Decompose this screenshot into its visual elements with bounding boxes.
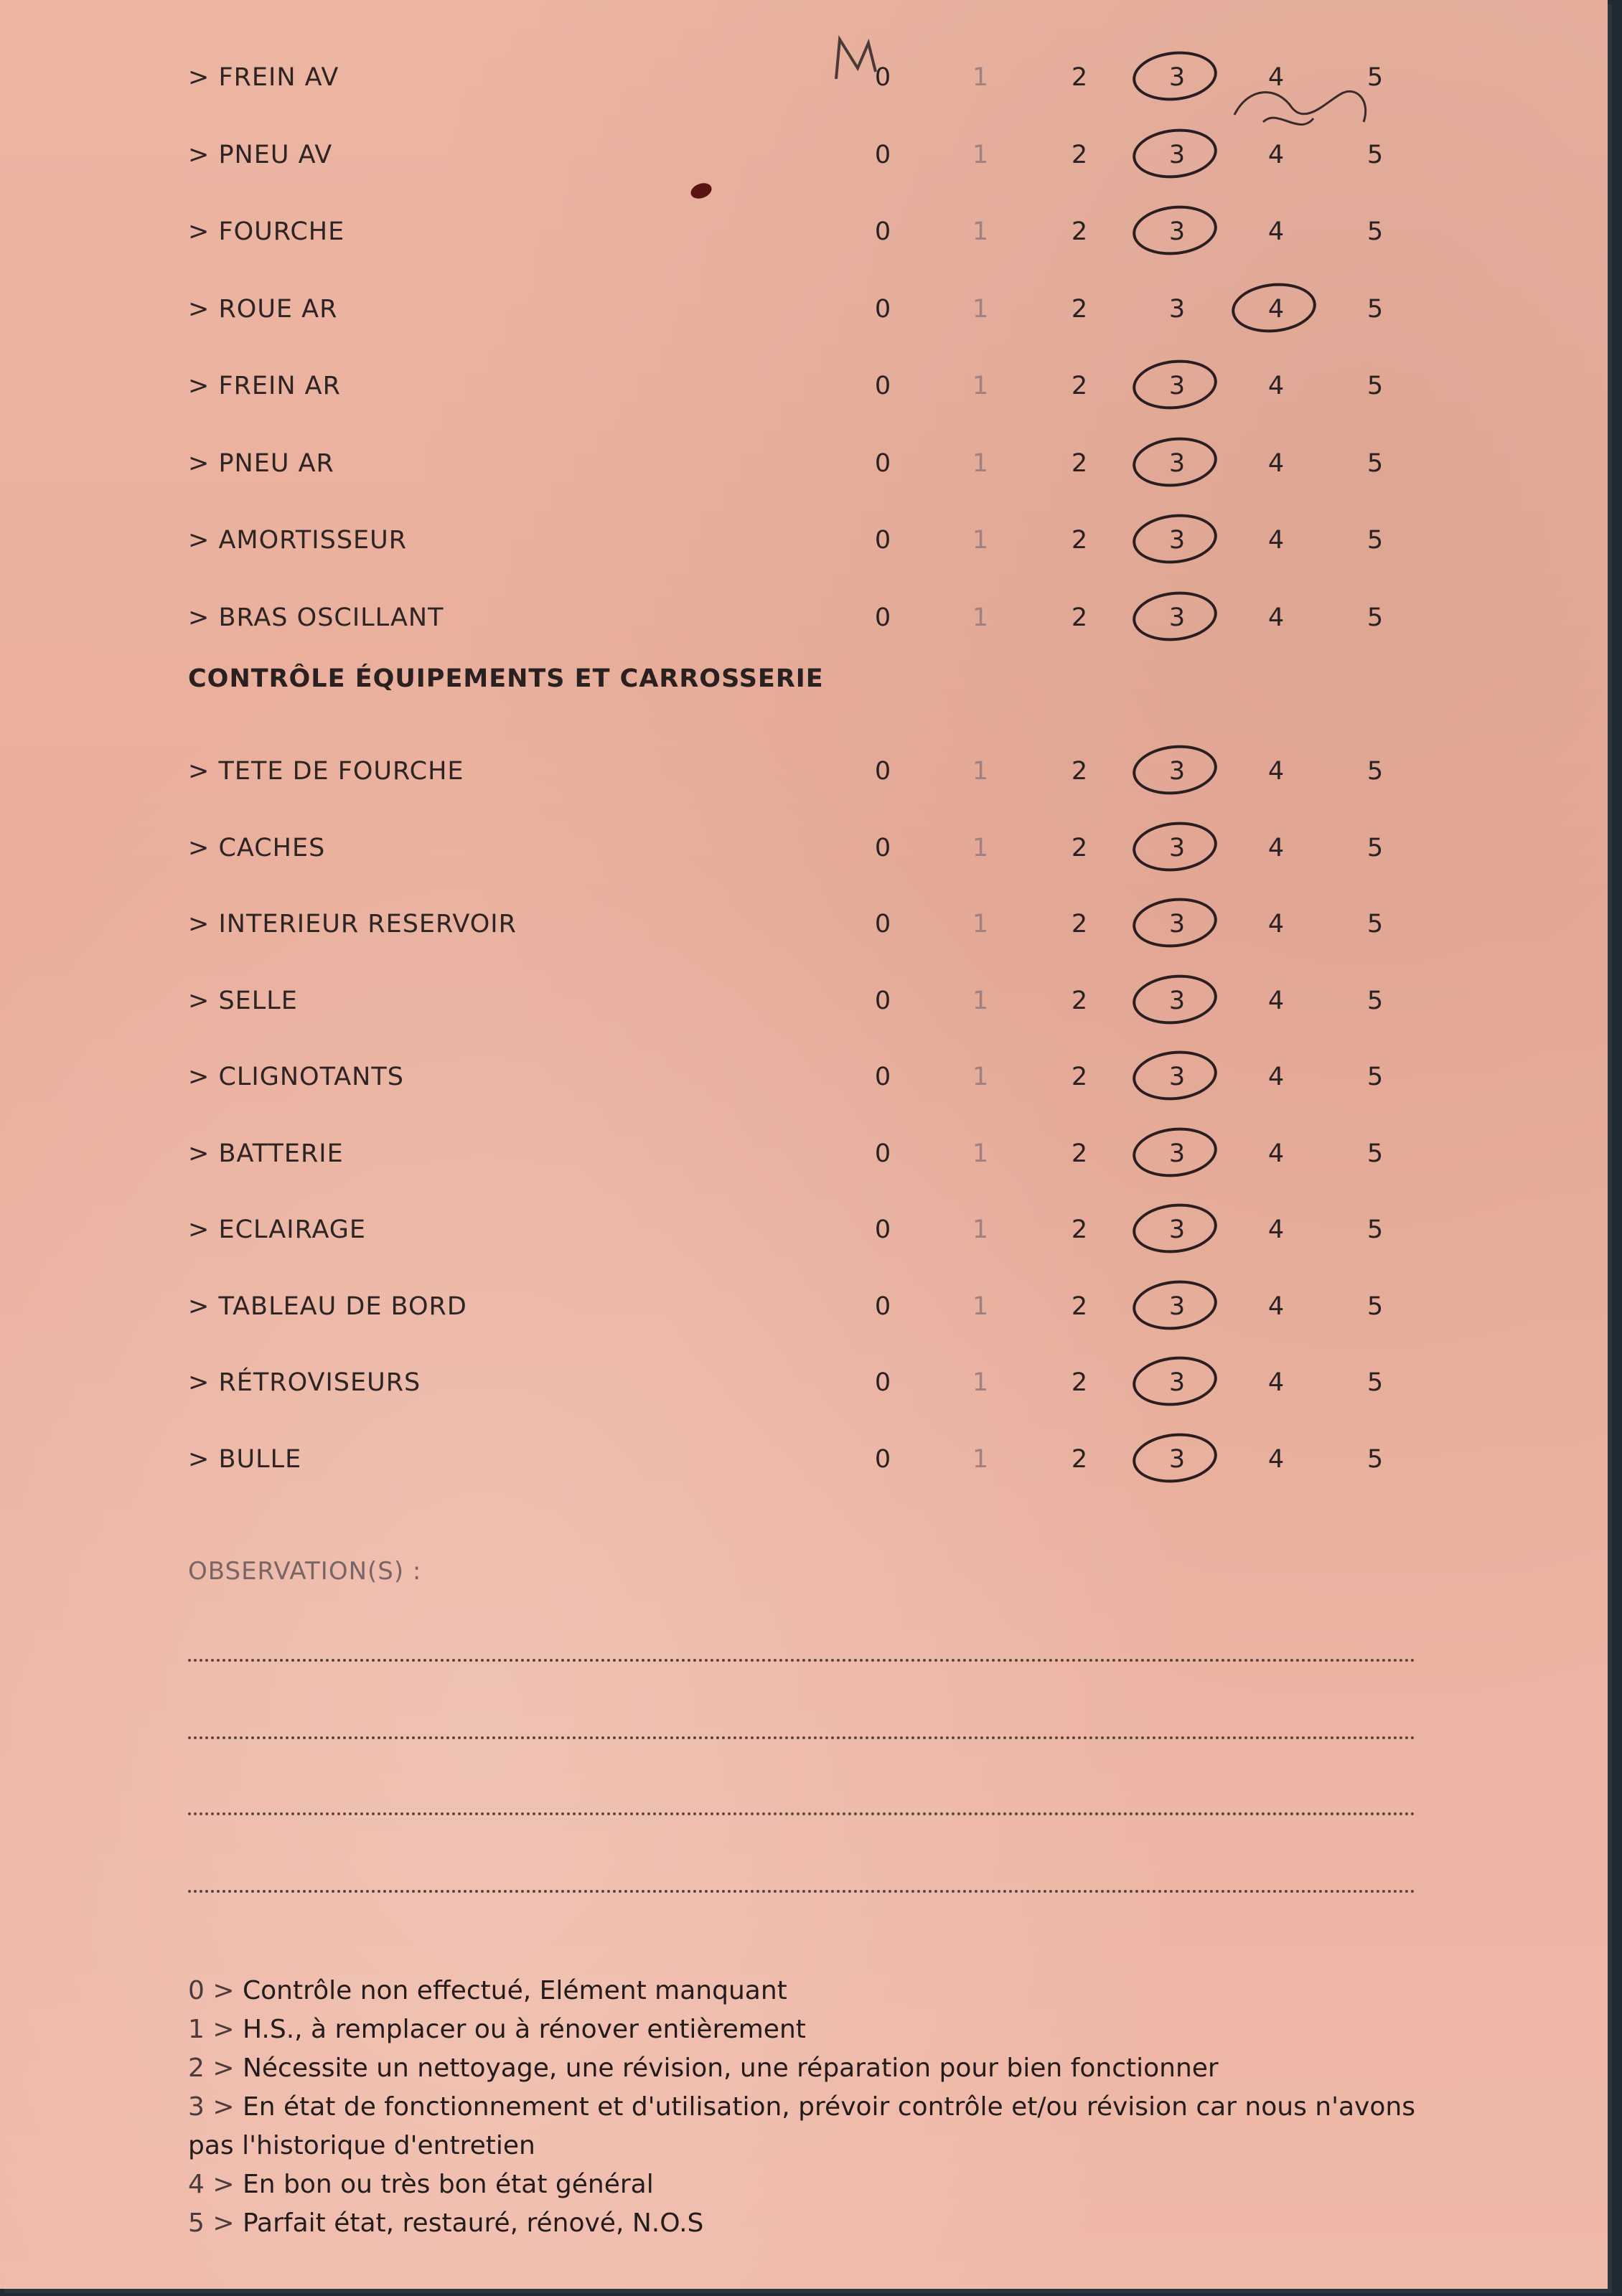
score-option-5[interactable]: 5	[1366, 63, 1384, 92]
score-option-3[interactable]: 3	[1148, 972, 1206, 1030]
score-option-2[interactable]: 2	[1071, 372, 1088, 400]
score-option-5[interactable]: 5	[1366, 1063, 1384, 1091]
checklist-row	[0, 1354, 1608, 1411]
legend-item	[188, 2049, 1451, 2088]
score-option-4[interactable]: 4	[1267, 1063, 1285, 1091]
score-option-2[interactable]: 2	[1071, 1063, 1088, 1091]
checklist-item-label: > SELLE	[188, 986, 298, 1015]
score-option-2[interactable]: 2	[1071, 217, 1088, 246]
score-option-1[interactable]: 1	[972, 372, 989, 400]
checklist-item-label: > FREIN AV	[188, 63, 339, 92]
score-option-5[interactable]: 5	[1366, 603, 1384, 632]
legend-item	[188, 2010, 1451, 2049]
score-option-0[interactable]: 0	[874, 757, 891, 786]
score-option-5[interactable]: 5	[1366, 757, 1384, 786]
observation-line[interactable]	[188, 1659, 1415, 1662]
score-option-3[interactable]: 3	[1148, 203, 1206, 260]
score-option-0[interactable]: 0	[874, 910, 891, 938]
legend-text: En état de fonctionnement et d'utilisation, prévoir contrôle et/ou révision car nous n'avons pas l'historique d'entretien	[188, 2092, 1415, 2160]
score-option-2[interactable]: 2	[1071, 526, 1088, 555]
legend-text: En bon ou très bon état général	[242, 2170, 654, 2199]
score-option-5[interactable]: 5	[1366, 217, 1384, 246]
score-option-5[interactable]: 5	[1366, 1139, 1384, 1168]
checklist-row	[0, 281, 1608, 338]
score-option-3[interactable]: 3	[1148, 512, 1206, 569]
score-option-5[interactable]: 5	[1366, 986, 1384, 1015]
score-option-4[interactable]: 4	[1247, 281, 1305, 338]
score-option-0[interactable]: 0	[874, 63, 891, 92]
score-option-0[interactable]: 0	[874, 1292, 891, 1321]
checklist-item-label: > PNEU AV	[188, 140, 333, 169]
checklist-row	[0, 1201, 1608, 1258]
legend-text: H.S., à remplacer ou à rénover entièrement	[242, 2015, 806, 2044]
score-option-3[interactable]: 3	[1148, 1201, 1206, 1258]
score-option-4[interactable]: 4	[1267, 63, 1285, 92]
score-option-3[interactable]: 3	[1148, 589, 1206, 646]
score-option-3[interactable]: 3	[1148, 1354, 1206, 1411]
score-option-0[interactable]: 0	[874, 217, 891, 246]
checklist-item-label: > TABLEAU DE BORD	[188, 1292, 467, 1321]
checklist-item-label: > CLIGNOTANTS	[188, 1063, 404, 1091]
rating-legend	[188, 1972, 1451, 2243]
score-option-2[interactable]: 2	[1071, 448, 1088, 478]
section-heading: CONTRÔLE ÉQUIPEMENTS ET CARROSSERIE	[188, 664, 824, 693]
score-option-4[interactable]: 4	[1267, 910, 1285, 938]
score-option-2[interactable]: 2	[1071, 63, 1088, 92]
score-option-1[interactable]: 1	[972, 140, 989, 169]
score-option-0[interactable]: 0	[874, 448, 891, 478]
score-option-4[interactable]: 4	[1267, 833, 1285, 862]
legend-item	[188, 2204, 1451, 2243]
observation-line[interactable]	[188, 1890, 1415, 1893]
score-option-4[interactable]: 4	[1267, 757, 1285, 786]
score-option-1[interactable]: 1	[972, 757, 989, 786]
score-option-0[interactable]: 0	[874, 526, 891, 555]
score-option-2[interactable]: 2	[1071, 294, 1088, 324]
score-option-2[interactable]: 2	[1071, 986, 1088, 1015]
checklist-row	[0, 1048, 1608, 1106]
checklist-row	[0, 1431, 1608, 1488]
score-option-2[interactable]: 2	[1071, 910, 1088, 938]
score-option-3[interactable]: 3	[1148, 435, 1206, 492]
score-option-2[interactable]: 2	[1071, 1139, 1088, 1168]
checklist-row	[0, 743, 1608, 800]
checklist-row	[0, 1125, 1608, 1182]
score-option-0[interactable]: 0	[874, 1368, 891, 1397]
score-option-1[interactable]: 1	[972, 217, 989, 246]
observation-line[interactable]	[188, 1736, 1415, 1739]
score-option-0[interactable]: 0	[874, 140, 891, 169]
observation-line[interactable]	[188, 1812, 1415, 1815]
score-option-5[interactable]: 5	[1366, 526, 1384, 555]
checklist-item-label: > BATTERIE	[188, 1139, 344, 1168]
score-option-3[interactable]: 3	[1148, 1125, 1206, 1182]
score-option-5[interactable]: 5	[1366, 833, 1384, 862]
score-option-2[interactable]: 2	[1071, 1444, 1088, 1474]
score-option-5[interactable]: 5	[1366, 1215, 1384, 1244]
checklist-item-label: > ROUE AR	[188, 294, 338, 324]
score-option-0[interactable]: 0	[874, 294, 891, 324]
score-option-2[interactable]: 2	[1071, 1292, 1088, 1321]
score-option-4[interactable]: 4	[1267, 1444, 1285, 1474]
legend-item	[188, 1972, 1451, 2010]
legend-number: 2 >	[188, 2053, 243, 2083]
score-option-1[interactable]: 1	[972, 833, 989, 862]
score-option-1[interactable]: 1	[972, 910, 989, 938]
score-option-1[interactable]: 1	[972, 448, 989, 478]
score-option-2[interactable]: 2	[1071, 140, 1088, 169]
checklist-item-label: > ECLAIRAGE	[188, 1215, 367, 1244]
score-option-3[interactable]: 3	[1148, 1278, 1206, 1335]
score-option-3[interactable]: 3	[1148, 895, 1206, 953]
score-option-4[interactable]: 4	[1267, 1292, 1285, 1321]
score-option-2[interactable]: 2	[1071, 603, 1088, 632]
score-option-1[interactable]: 1	[972, 986, 989, 1015]
checklist-item-label: > AMORTISSEUR	[188, 526, 408, 555]
score-option-4[interactable]: 4	[1267, 1215, 1285, 1244]
checklist-row	[0, 357, 1608, 415]
checklist-row	[0, 972, 1608, 1030]
checklist-row	[0, 49, 1608, 106]
score-option-5[interactable]: 5	[1366, 1444, 1384, 1474]
score-option-0[interactable]: 0	[874, 833, 891, 862]
score-option-0[interactable]: 0	[874, 1139, 891, 1168]
legend-number: 0 >	[188, 1976, 243, 2005]
score-option-2[interactable]: 2	[1071, 1368, 1088, 1397]
score-option-1[interactable]: 1	[972, 603, 989, 632]
legend-text: Contrôle non effectué, Elément manquant	[242, 1976, 787, 2005]
observations-label: OBSERVATION(S) :	[188, 1557, 422, 1586]
legend-text: Parfait état, restauré, rénové, N.O.S	[242, 2208, 704, 2238]
score-option-3[interactable]: 3	[1148, 49, 1206, 106]
legend-item	[188, 2088, 1451, 2165]
score-option-1[interactable]: 1	[972, 294, 989, 324]
checklist-row	[0, 1278, 1608, 1335]
score-option-1[interactable]: 1	[972, 1444, 989, 1474]
score-option-0[interactable]: 0	[874, 1444, 891, 1474]
score-option-3[interactable]: 3	[1148, 1048, 1206, 1106]
checklist-item-label: > BULLE	[188, 1444, 302, 1474]
score-option-1[interactable]: 1	[972, 526, 989, 555]
score-option-5[interactable]: 5	[1366, 294, 1384, 324]
score-option-0[interactable]: 0	[874, 372, 891, 400]
checklist-row	[0, 126, 1608, 184]
score-option-2[interactable]: 2	[1071, 757, 1088, 786]
score-option-4[interactable]: 4	[1267, 526, 1285, 555]
checklist-item-label: > FOURCHE	[188, 217, 345, 246]
checklist-row	[0, 589, 1608, 646]
score-option-4[interactable]: 4	[1267, 603, 1285, 632]
legend-number: 1 >	[188, 2015, 243, 2044]
checklist-item-label: > INTERIEUR RESERVOIR	[188, 910, 517, 938]
checklist-item-label: > BRAS OSCILLANT	[188, 603, 444, 632]
checklist-row	[0, 512, 1608, 569]
score-option-2[interactable]: 2	[1071, 833, 1088, 862]
score-option-5[interactable]: 5	[1366, 448, 1384, 478]
score-option-1[interactable]: 1	[972, 1292, 989, 1321]
score-option-3[interactable]: 3	[1148, 357, 1206, 415]
score-option-0[interactable]: 0	[874, 603, 891, 632]
score-option-5[interactable]: 5	[1366, 372, 1384, 400]
legend-number: 3 >	[188, 2092, 243, 2122]
score-option-5[interactable]: 5	[1366, 1368, 1384, 1397]
score-option-3[interactable]: 3	[1148, 743, 1206, 800]
legend-number: 5 >	[188, 2208, 243, 2238]
checklist-item-label: > FREIN AR	[188, 372, 341, 400]
score-option-4[interactable]: 4	[1267, 986, 1285, 1015]
checklist-item-label: > CACHES	[188, 833, 326, 862]
score-option-4[interactable]: 4	[1267, 448, 1285, 478]
score-option-0[interactable]: 0	[874, 1063, 891, 1091]
score-option-4[interactable]: 4	[1267, 1139, 1285, 1168]
checklist-row	[0, 203, 1608, 260]
score-option-4[interactable]: 4	[1267, 1368, 1285, 1397]
score-option-2[interactable]: 2	[1071, 1215, 1088, 1244]
checklist-row	[0, 435, 1608, 492]
score-option-5[interactable]: 5	[1366, 1292, 1384, 1321]
score-option-4[interactable]: 4	[1267, 372, 1285, 400]
checklist-item-label: > PNEU AR	[188, 448, 334, 478]
score-option-5[interactable]: 5	[1366, 140, 1384, 169]
score-option-0[interactable]: 0	[874, 1215, 891, 1244]
score-option-3[interactable]: 3	[1168, 294, 1186, 324]
score-option-3[interactable]: 3	[1148, 126, 1206, 184]
score-option-5[interactable]: 5	[1366, 910, 1384, 938]
checklist-row	[0, 819, 1608, 877]
checklist-item-label: > TETE DE FOURCHE	[188, 757, 464, 786]
score-option-1[interactable]: 1	[972, 1063, 989, 1091]
score-option-1[interactable]: 1	[972, 1368, 989, 1397]
score-option-1[interactable]: 1	[972, 1139, 989, 1168]
legend-number: 4 >	[188, 2170, 243, 2199]
ink-spot	[688, 180, 713, 201]
checklist-row	[0, 895, 1608, 953]
score-option-3[interactable]: 3	[1148, 819, 1206, 877]
score-option-4[interactable]: 4	[1267, 140, 1285, 169]
score-option-3[interactable]: 3	[1148, 1431, 1206, 1488]
legend-text: Nécessite un nettoyage, une révision, une réparation pour bien fonctionner	[242, 2053, 1219, 2083]
checklist-item-label: > RÉTROVISEURS	[188, 1368, 421, 1397]
score-option-1[interactable]: 1	[972, 1215, 989, 1244]
score-option-1[interactable]: 1	[972, 63, 989, 92]
score-option-4[interactable]: 4	[1267, 217, 1285, 246]
score-option-0[interactable]: 0	[874, 986, 891, 1015]
legend-item	[188, 2165, 1451, 2204]
